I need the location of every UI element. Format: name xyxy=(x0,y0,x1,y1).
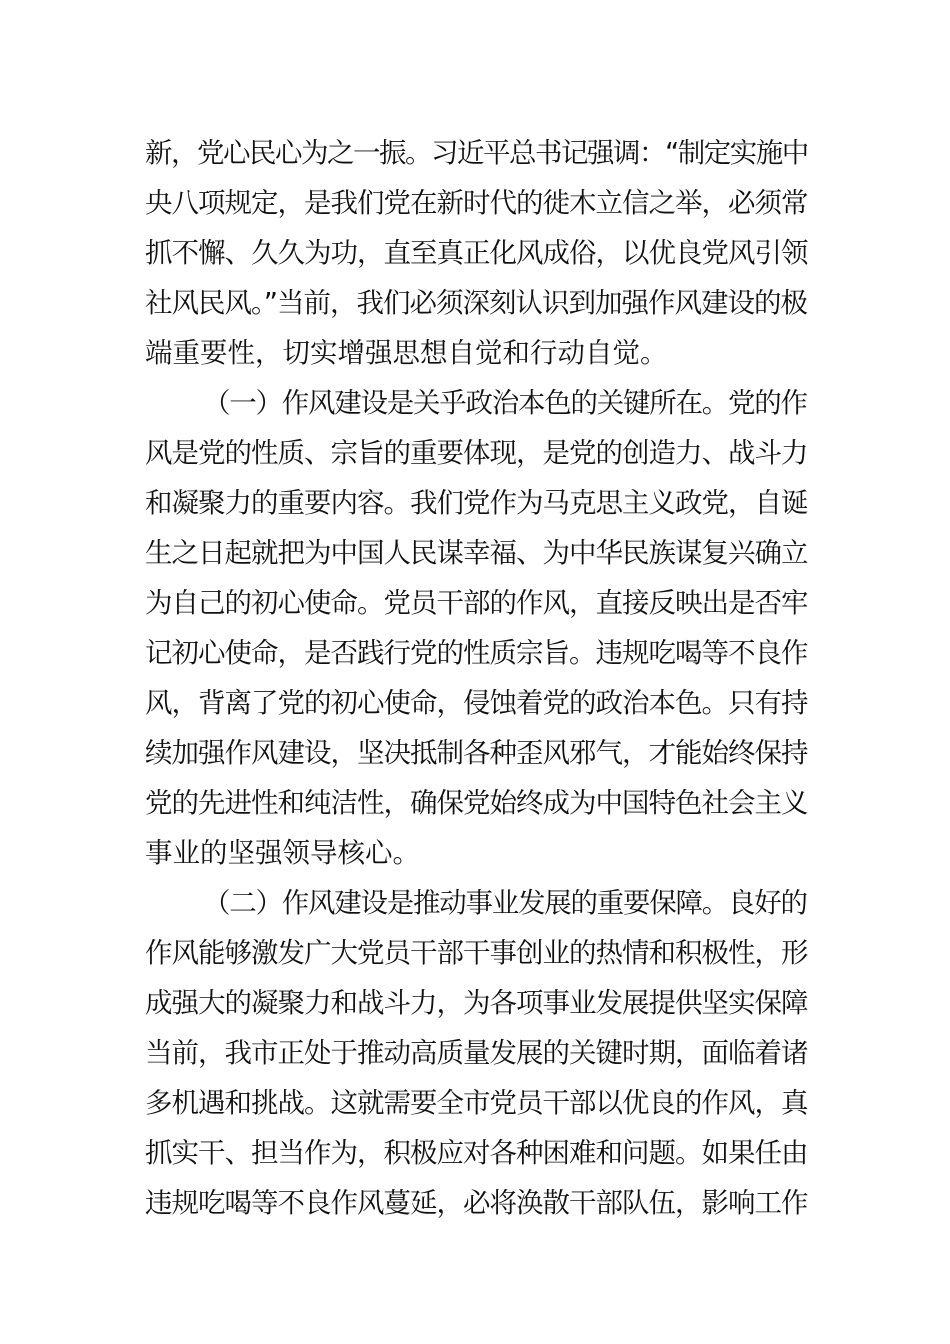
text-line: 央八项规定，是我们党在新时代的徙木立信之举，必须常 xyxy=(145,187,808,219)
text-line: 作风能够激发广大党员干部干事创业的热情和积极性，形 xyxy=(145,937,808,969)
paragraph-section-2 xyxy=(145,878,810,1228)
text-line: （一）作风建设是关乎政治本色的关键所在。党的作 xyxy=(203,387,807,419)
text-line: 事业的坚强领导核心。 xyxy=(145,837,420,869)
text-line: 违规吃喝等不良作风蔓延，必将涣散干部队伍，影响工作 xyxy=(145,1187,808,1219)
text-line: 和凝聚力的重要内容。我们党作为马克思主义政党，自诞 xyxy=(145,487,808,519)
text-line: 风，背离了党的初心使命，侵蚀着党的政治本色。只有持 xyxy=(145,687,808,719)
text-line: 社风民风。”当前，我们必须深刻认识到加强作风建设的极 xyxy=(145,287,807,319)
text-line: 成强大的凝聚力和战斗力，为各项事业发展提供坚实保障 xyxy=(145,987,808,1019)
text-line: 抓不懈、久久为功，直至真正化风成俗，以优良党风引领 xyxy=(145,237,808,269)
text-line: 党的先进性和纯洁性，确保党始终成为中国特色社会主义 xyxy=(145,787,808,819)
text-line: 端重要性，切实增强思想自觉和行动自觉。 xyxy=(145,337,668,369)
text-line: 抓实干、担当作为，积极应对各种困难和问题。如果任由 xyxy=(145,1137,808,1169)
text-line: 生之日起就把为中国人民谋幸福、为中华民族谋复兴确立 xyxy=(145,537,808,569)
text-line: 当前，我市正处于推动高质量发展的关键时期，面临着诸 xyxy=(145,1037,808,1069)
text-line: 续加强作风建设，坚决抵制各种歪风邪气，才能始终保持 xyxy=(145,737,808,769)
paragraph-section-1 xyxy=(145,378,810,878)
text-line: 记初心使命，是否践行党的性质宗旨。违规吃喝等不良作 xyxy=(145,637,808,669)
paragraph-intro xyxy=(145,128,810,378)
text-line: 新，党心民心为之一振。习近平总书记强调：“制定实施中 xyxy=(145,137,808,169)
text-line: （二）作风建设是推动事业发展的重要保障。良好的 xyxy=(203,887,807,919)
text-line: 为自己的初心使命。党员干部的作风，直接反映出是否牢 xyxy=(145,587,808,619)
document-body xyxy=(145,128,810,1228)
text-line: 风是党的性质、宗旨的重要体现，是党的创造力、战斗力 xyxy=(145,437,808,469)
text-line: 多机遇和挑战。这就需要全市党员干部以优良的作风，真 xyxy=(145,1087,808,1119)
